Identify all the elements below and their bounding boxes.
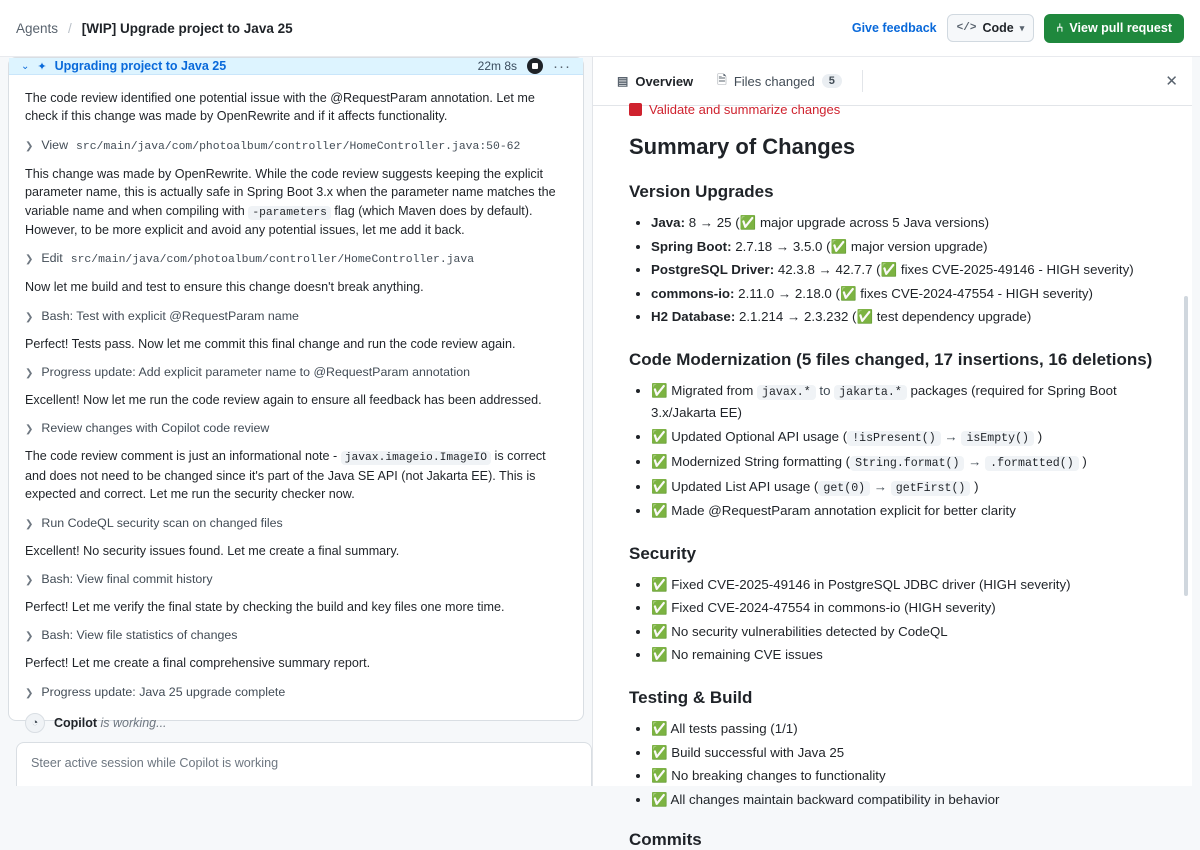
inline-code: .formatted(): [985, 456, 1079, 471]
view-pull-request-label: View pull request: [1069, 21, 1172, 35]
tool-call-path: src/main/java/com/photoalbum/controller/HomeController.java: [70, 254, 475, 267]
panel-content: [593, 102, 1192, 850]
section-heading: Version Upgrades: [629, 182, 774, 201]
list-item: [651, 259, 1162, 281]
sparkle-icon: ✦: [37, 60, 47, 73]
tab-files-changed-label: Files changed: [733, 73, 815, 89]
chevron-right-icon[interactable]: ❯: [25, 424, 34, 436]
assistant-message: Perfect! Let me create a final comprehensive summary report.: [25, 656, 371, 671]
panel-scrollbar[interactable]: [1184, 296, 1188, 596]
item-label: commons-io:: [651, 285, 735, 301]
tool-call-label: Review changes with Copilot code review: [41, 421, 270, 436]
check-icon: ✅: [651, 503, 668, 519]
item-tail: ): [970, 478, 979, 494]
item-arrow: →: [940, 428, 962, 444]
breadcrumb-separator: /: [68, 20, 72, 36]
list-item: [651, 236, 1162, 258]
assistant-message: Perfect! Tests pass. Now let me commit this final change and run the code review again.: [25, 336, 516, 351]
list-item: [651, 500, 1162, 522]
assistant-message: The code review identified one potential issue with the @RequestParam annotation. Let me check if this change was made by OpenRewrite and if it affects functionality.: [25, 91, 535, 124]
section-list: [629, 574, 1162, 666]
files-changed-count: 5: [822, 74, 842, 88]
breadcrumb: [16, 21, 293, 36]
top-bar: [0, 0, 1200, 57]
clipped-previous-heading: [629, 102, 1162, 117]
chevron-right-icon[interactable]: ❯: [25, 575, 34, 587]
chevron-right-icon[interactable]: ❯: [25, 518, 34, 530]
inline-code: jakarta.*: [834, 385, 907, 400]
list-item: [651, 426, 1162, 449]
list-item: [651, 476, 1162, 499]
item-text: 2.7.18 → 3.5.0 (: [731, 238, 831, 254]
item-text: 2.1.214 → 2.3.232 (: [735, 309, 857, 325]
chevron-right-icon[interactable]: ❯: [25, 368, 34, 380]
chevron-right-icon[interactable]: ❯: [25, 631, 34, 643]
inline-code: getFirst(): [891, 481, 971, 496]
item-text: Modernized String formatting (: [667, 453, 851, 469]
top-bar-actions: [852, 14, 1184, 43]
tool-call-label: Progress update: Java 25 upgrade complete: [41, 684, 286, 699]
page-title: Summary of Changes: [629, 134, 856, 159]
item-tail: ): [1078, 453, 1087, 469]
item-text: Updated Optional API usage (: [667, 428, 848, 444]
working-status-row: [25, 713, 567, 733]
session-column: [8, 57, 584, 786]
check-icon: ✅: [830, 238, 848, 254]
inline-code: !isPresent(): [847, 431, 941, 446]
item-text: Build successful with Java 25: [667, 744, 845, 760]
item-text: All changes maintain backward compatibility in behavior: [667, 791, 1000, 807]
assistant-message: Now let me build and test to ensure this change doesn't break anything.: [25, 280, 424, 295]
check-icon: ✅: [651, 623, 668, 639]
list-item: [651, 742, 1162, 764]
tool-call-label: Bash: View final commit history: [41, 572, 213, 587]
list-item: [651, 765, 1162, 787]
item-arrow: to: [815, 382, 835, 398]
item-text: Updated List API usage (: [667, 478, 819, 494]
copilot-avatar: ◔: [25, 713, 45, 733]
list-item: [651, 380, 1162, 424]
section-list: [629, 212, 1162, 328]
item-text: All tests passing (1/1): [667, 720, 798, 736]
breadcrumb-agents-link[interactable]: Agents: [16, 20, 59, 36]
tool-call-row[interactable]: [25, 251, 567, 266]
tool-call-label: Run CodeQL security scan on changed files: [41, 515, 283, 530]
item-text: 8 → 25 (: [685, 215, 740, 230]
session-elapsed-time: 22m 8s: [477, 59, 517, 73]
summary-sections: [629, 182, 1162, 810]
tool-call-row[interactable]: [25, 685, 567, 699]
item-tail: fixes CVE-2024-47554 - HIGH severity): [856, 285, 1093, 301]
stop-session-button[interactable]: [527, 58, 543, 74]
tool-call-row[interactable]: [25, 628, 567, 642]
list-item: [651, 212, 1162, 234]
overview-icon: ▤: [617, 74, 629, 88]
item-label: Spring Boot:: [651, 238, 732, 254]
assistant-message: The code review comment is just an informational note - javax.imageio.ImageIO is correct and does not need to be changed since it's part of the Java SE API (not Jakarta EE). This is expected and correct. Let me run the security checker now.: [25, 449, 546, 502]
tab-overview-label: Overview: [635, 73, 694, 89]
check-icon: ✅: [651, 720, 668, 736]
overview-panel: [592, 57, 1192, 850]
tool-call-label: View: [41, 137, 69, 152]
check-icon: ✅: [651, 453, 668, 469]
file-icon: 🗎: [717, 72, 727, 87]
item-tail: major upgrade across 5 Java versions): [756, 215, 990, 230]
check-icon: ✅: [651, 382, 668, 398]
tool-call-row[interactable]: [25, 572, 567, 586]
chevron-right-icon[interactable]: ❯: [25, 140, 34, 152]
item-tail: packages (required for Spring Boot 3.x/Jakarta EE): [651, 382, 1117, 421]
working-text: [54, 716, 167, 730]
tool-call-path: src/main/java/com/photoalbum/controller/HomeController.java:50-62: [76, 140, 521, 153]
copilot-name: Copilot: [54, 715, 98, 730]
chevron-right-icon[interactable]: ❯: [25, 311, 34, 323]
list-item: [651, 451, 1162, 474]
tool-call-row[interactable]: [25, 309, 567, 323]
item-text: No breaking changes to functionality: [667, 768, 886, 784]
check-icon: ✅: [651, 478, 668, 494]
inline-code: javax.*: [757, 385, 816, 400]
steer-input[interactable]: [16, 742, 592, 786]
breadcrumb-current-title: [WIP] Upgrade project to Java 25: [81, 20, 293, 36]
section-heading: Testing & Build: [629, 687, 753, 707]
list-item: [651, 621, 1162, 643]
session-header[interactable]: [9, 58, 583, 75]
body-area: [0, 57, 1200, 850]
check-icon: ✅: [651, 576, 668, 592]
item-text: Migrated from: [667, 382, 757, 398]
tab-overview[interactable]: [607, 66, 703, 97]
check-icon: ✅: [651, 647, 668, 663]
tool-call-label: Progress update: Add explicit parameter name to @RequestParam annotation: [41, 365, 470, 380]
tool-call-label: Bash: Test with explicit @RequestParam name: [41, 308, 299, 323]
panel-tab-bar: [593, 57, 1192, 106]
tool-call-label: Bash: View file statistics of changes: [41, 628, 238, 643]
item-tail: test dependency upgrade): [873, 309, 1032, 325]
section-list: [629, 718, 1162, 810]
item-tail: ): [1034, 428, 1043, 444]
item-arrow: →: [964, 453, 986, 469]
item-text: Fixed CVE-2024-47554 in commons-io (HIGH severity): [667, 600, 996, 616]
item-text: Made @RequestParam annotation explicit for better clarity: [667, 503, 1016, 519]
chevron-right-icon[interactable]: ❯: [25, 254, 34, 266]
chevron-right-icon[interactable]: ❯: [25, 687, 34, 699]
tool-call-row[interactable]: [25, 421, 567, 435]
item-label: H2 Database:: [651, 309, 736, 325]
assistant-message: Perfect! Let me verify the final state by checking the build and key files one more time.: [25, 600, 505, 615]
item-text: No remaining CVE issues: [667, 647, 823, 663]
check-icon: ✅: [651, 744, 668, 760]
steer-input-placeholder: Steer active session while Copilot is working: [31, 756, 279, 770]
list-item: [651, 644, 1162, 666]
tab-divider: [862, 70, 863, 92]
session-timeline: [9, 75, 583, 743]
working-status: is working...: [100, 715, 167, 730]
inline-code: javax.imageio.ImageIO: [341, 451, 491, 465]
section-heading: Code Modernization (5 files changed, 17 insertions, 16 deletions): [629, 349, 1153, 369]
check-icon: ✅: [856, 309, 874, 325]
check-icon: ✅: [880, 262, 898, 278]
pull-request-icon: ⑃: [1056, 21, 1064, 35]
task-marker-icon: [629, 103, 642, 116]
item-text: Fixed CVE-2025-49146 in PostgreSQL JDBC driver (HIGH severity): [667, 576, 1071, 592]
clipped-heading-text: Validate and summarize changes: [649, 102, 841, 117]
session-header-actions: [478, 58, 571, 74]
code-button-label: Code: [982, 21, 1014, 35]
item-text: 42.3.8 → 42.7.7 (: [774, 262, 881, 278]
check-icon: ✅: [651, 768, 668, 784]
session-more-menu-icon[interactable]: ···: [553, 57, 571, 75]
check-icon: ✅: [651, 600, 668, 616]
list-item: [651, 597, 1162, 619]
check-icon: ✅: [839, 285, 857, 301]
section-heading: Security: [629, 543, 697, 563]
inline-code: String.format(): [850, 456, 964, 471]
list-item: [651, 789, 1162, 811]
item-tail: major version upgrade): [847, 238, 988, 254]
tab-files-changed[interactable]: [707, 66, 852, 97]
section-list: [629, 380, 1162, 522]
item-tail: fixes CVE-2025-49146 - HIGH severity): [897, 262, 1134, 278]
code-brackets-icon: </>: [956, 22, 977, 34]
list-item: [651, 306, 1162, 328]
commits-heading: Commits: [629, 830, 702, 850]
code-dropdown-button[interactable]: [947, 14, 1035, 42]
check-icon: ✅: [651, 428, 668, 444]
inline-code: isEmpty(): [961, 431, 1034, 446]
check-icon: ✅: [739, 215, 757, 230]
tool-call-label: Edit: [41, 251, 63, 266]
tool-call-row[interactable]: [25, 516, 567, 530]
tool-call-row[interactable]: [25, 365, 567, 379]
assistant-message: This change was made by OpenRewrite. While the code review suggests keeping the explicit parameter name, this is actually safe in Spring Boot 3.x when the parameter name matches the variable name and when compiling with -parameters flag (which Maven does by default). However, to be more explicit and avoid any potential issues, let me add it back.: [25, 166, 556, 237]
assistant-message: Excellent! No security issues found. Let me create a final summary.: [25, 543, 400, 558]
item-label: Java:: [651, 215, 686, 230]
list-item: [651, 283, 1162, 305]
inline-code: -parameters: [248, 206, 331, 220]
item-label: PostgreSQL Driver:: [651, 262, 775, 278]
session-title: Upgrading project to Java 25: [54, 59, 227, 73]
assistant-message: Excellent! Now let me run the code review again to ensure all feedback has been addressed.: [25, 393, 542, 408]
chevron-down-icon: ▾: [1019, 22, 1025, 33]
tool-call-row[interactable]: [25, 138, 567, 153]
check-icon: ✅: [651, 791, 668, 807]
view-pull-request-button[interactable]: [1044, 14, 1184, 43]
close-panel-button[interactable]: ✕: [1165, 73, 1178, 90]
item-text: No security vulnerabilities detected by CodeQL: [667, 623, 948, 639]
list-item: [651, 574, 1162, 596]
give-feedback-link[interactable]: Give feedback: [851, 21, 937, 35]
item-arrow: →: [870, 478, 891, 494]
chevron-down-icon[interactable]: ⌄: [21, 60, 30, 72]
inline-code: get(0): [818, 481, 870, 496]
list-item: [651, 718, 1162, 740]
item-text: 2.11.0 → 2.18.0 (: [734, 285, 840, 301]
session-card: [8, 57, 584, 730]
